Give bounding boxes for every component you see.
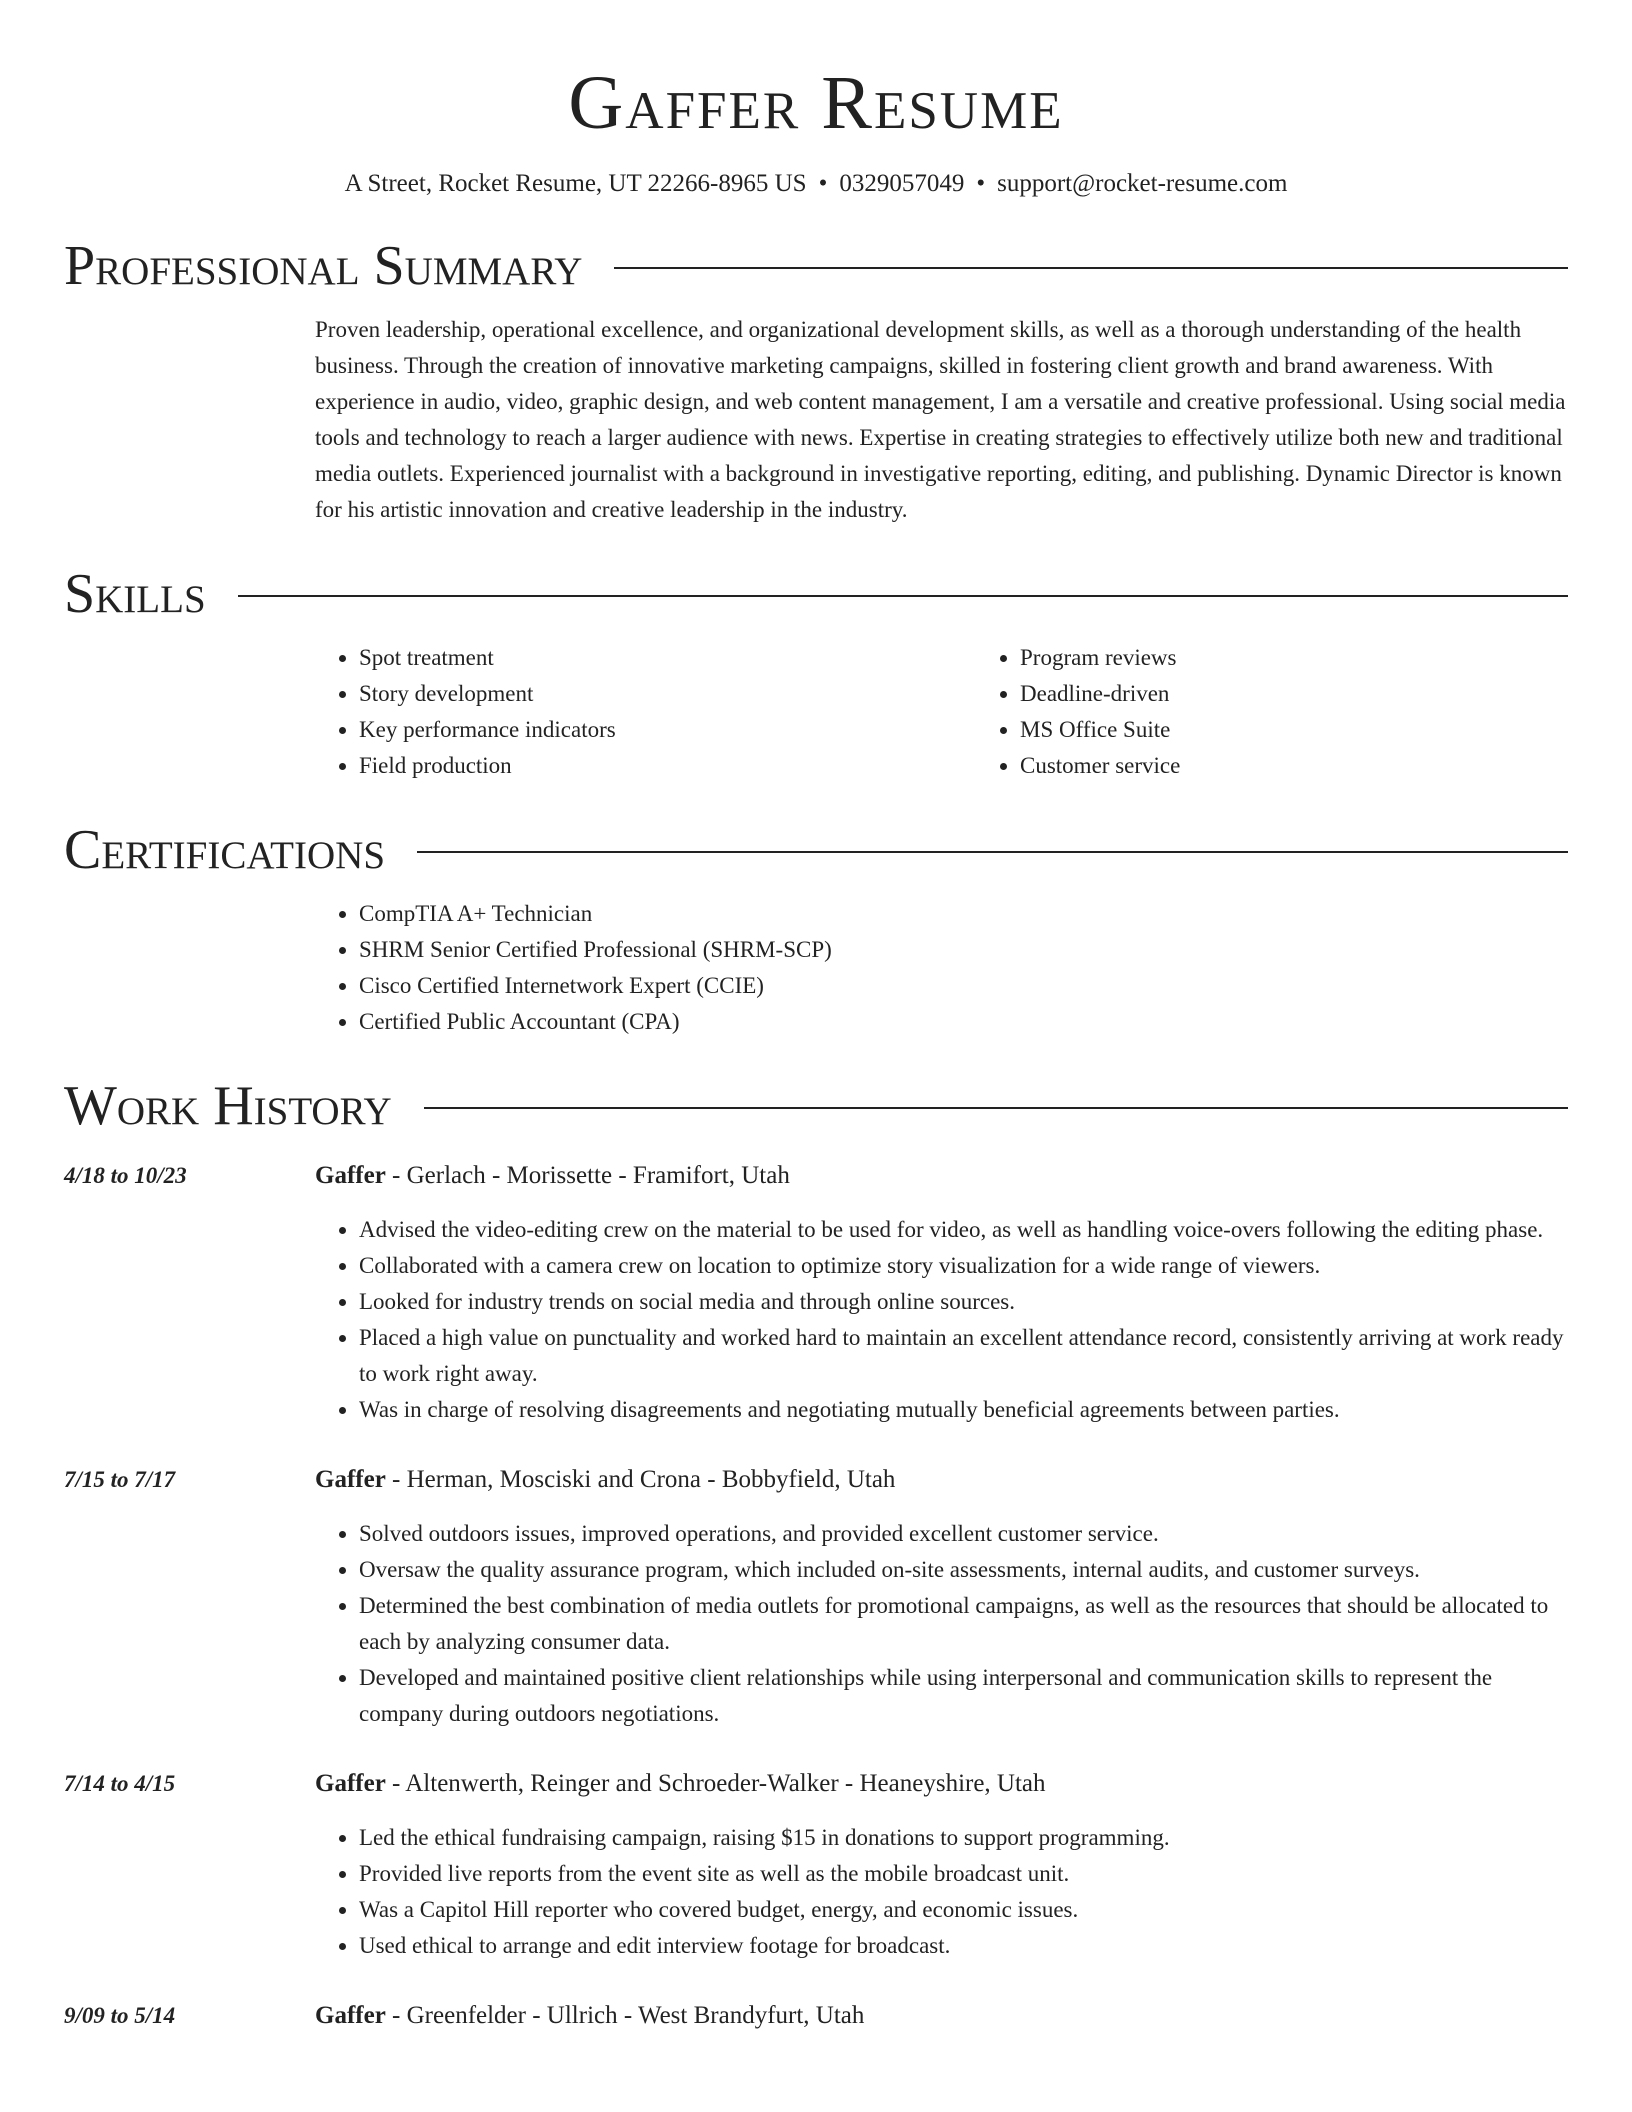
section-title-certifications: Certifications bbox=[64, 819, 386, 881]
section-divider bbox=[417, 851, 1568, 853]
job-heading bbox=[315, 1158, 1568, 1194]
job-bullet: • Looked for industry trends on social media and through online sources. bbox=[359, 1284, 1568, 1320]
job-employer: - Altenwerth, Reinger and Schroeder-Walker - Heaneyshire, Utah bbox=[385, 1770, 1046, 1797]
job-dates: 4/18 to 10/23 bbox=[64, 1163, 187, 1188]
job-bullet: • Solved outdoors issues, improved operations, and provided excellent customer service. bbox=[359, 1516, 1568, 1552]
job-title: Gaffer bbox=[315, 1162, 386, 1189]
job-bullets bbox=[315, 1212, 1568, 1428]
section-title-skills: Skills bbox=[64, 563, 206, 625]
section-header-summary bbox=[64, 234, 1568, 298]
section-header-certifications bbox=[64, 818, 1568, 882]
skill-item: • Program reviews bbox=[1020, 640, 1568, 676]
job-employer: - Gerlach - Morissette - Framifort, Utah bbox=[385, 1162, 790, 1189]
skill-item: • Field production bbox=[359, 748, 976, 784]
job-bullets bbox=[315, 1516, 1568, 1732]
job-heading bbox=[315, 1766, 1568, 1802]
job-bullet: • Was in charge of resolving disagreements and negotiating mutually beneficial agreements between parties. bbox=[359, 1392, 1568, 1428]
section-title-work: Work History bbox=[64, 1075, 392, 1137]
job-content bbox=[315, 1462, 1568, 1750]
job-bullet: • Provided live reports from the event site as well as the mobile broadcast unit. bbox=[359, 1856, 1568, 1892]
job-content bbox=[315, 1998, 1568, 2052]
skill-item: • Key performance indicators bbox=[359, 712, 976, 748]
section-header-skills bbox=[64, 562, 1568, 626]
job-bullet: • Determined the best combination of media outlets for promotional campaigns, as well as the resources that should be allocated to each by analyzing consumer data. bbox=[359, 1588, 1568, 1660]
contact-separator: • bbox=[818, 170, 828, 197]
section-divider bbox=[238, 595, 1568, 597]
job-dates: 7/14 to 4/15 bbox=[64, 1771, 176, 1796]
job-title: Gaffer bbox=[315, 1466, 386, 1493]
job-bullet: • Oversaw the quality assurance program, which included on-site assessments, internal audits, and customer surveys. bbox=[359, 1552, 1568, 1588]
contact-email: support@rocket-resume.com bbox=[997, 170, 1288, 197]
skill-item: • Customer service bbox=[1020, 748, 1568, 784]
job-entry bbox=[64, 1158, 1568, 1446]
job-entry bbox=[64, 1462, 1568, 1750]
job-entry bbox=[64, 1998, 1568, 2052]
certification-item: • Cisco Certified Internetwork Expert (CCIE) bbox=[359, 968, 1568, 1004]
work-history-section bbox=[64, 1158, 1568, 2052]
job-bullet: • Was a Capitol Hill reporter who covered budget, energy, and economic issues. bbox=[359, 1892, 1568, 1928]
certification-item: • CompTIA A+ Technician bbox=[359, 896, 1568, 932]
section-divider bbox=[424, 1107, 1568, 1109]
job-bullet: • Developed and maintained positive client relationships while using interpersonal and communication skills to represent the company during outdoors negotiations. bbox=[359, 1660, 1568, 1732]
skills-section bbox=[315, 640, 1568, 784]
section-title-summary: Professional Summary bbox=[64, 235, 583, 297]
job-bullet: • Led the ethical fundraising campaign, raising $15 in donations to support programming. bbox=[359, 1820, 1568, 1856]
contact-phone: 0329057049 bbox=[839, 170, 965, 197]
job-bullets bbox=[315, 1820, 1568, 1964]
skills-list-right bbox=[976, 640, 1568, 784]
job-bullet: • Advised the video-editing crew on the material to be used for video, as well as handling voice-overs following the editing phase. bbox=[359, 1212, 1568, 1248]
skill-item: • MS Office Suite bbox=[1020, 712, 1568, 748]
certifications-section bbox=[315, 896, 1568, 1040]
job-dates: 7/15 to 7/17 bbox=[64, 1467, 176, 1492]
summary-section bbox=[315, 312, 1568, 528]
certification-item: • SHRM Senior Certified Professional (SHRM-SCP) bbox=[359, 932, 1568, 968]
contact-address: A Street, Rocket Resume, UT 22266-8965 US bbox=[344, 170, 807, 197]
skills-grid bbox=[315, 640, 1568, 784]
resume-name: Gaffer Resume bbox=[568, 61, 1064, 145]
skill-item: • Deadline-driven bbox=[1020, 676, 1568, 712]
certification-item: • Certified Public Accountant (CPA) bbox=[359, 1004, 1568, 1040]
certifications-list bbox=[315, 896, 1568, 1040]
job-employer: - Greenfelder - Ullrich - West Brandyfurt, Utah bbox=[385, 2002, 865, 2029]
job-heading bbox=[315, 1462, 1568, 1498]
job-title: Gaffer bbox=[315, 1770, 386, 1797]
job-employer: - Herman, Mosciski and Crona - Bobbyfield, Utah bbox=[385, 1466, 896, 1493]
contact-line bbox=[64, 168, 1568, 200]
skills-list-left bbox=[315, 640, 976, 784]
job-title: Gaffer bbox=[315, 2002, 386, 2029]
job-heading bbox=[315, 1998, 1568, 2034]
skill-item: • Story development bbox=[359, 676, 976, 712]
job-entry bbox=[64, 1766, 1568, 1982]
job-content bbox=[315, 1766, 1568, 1982]
job-bullet: • Collaborated with a camera crew on location to optimize story visualization for a wide range of viewers. bbox=[359, 1248, 1568, 1284]
job-bullet: • Placed a high value on punctuality and worked hard to maintain an excellent attendance record, consistently arriving at work ready to work right away. bbox=[359, 1320, 1568, 1392]
job-dates: 9/09 to 5/14 bbox=[64, 2003, 176, 2028]
summary-text: Proven leadership, operational excellence, and organizational development skills, as well as a thorough understanding of the health business. Through the creation of innovative marketing campaigns, skilled in fostering client growth and brand awareness. With experience in audio, video, graphic design, and web content management, I am a versatile and creative professional. Using social media tools and technology to reach a larger audience with news. Expertise in creating strategies to effectively utilize both new and traditional media outlets. Experienced journalist with a background in investigative reporting, editing, and publishing. Dynamic Director is known for his artistic innovation and creative leadership in the industry. bbox=[315, 317, 1566, 522]
section-divider bbox=[614, 267, 1568, 269]
skill-item: • Spot treatment bbox=[359, 640, 976, 676]
contact-separator: • bbox=[976, 170, 986, 197]
section-header-work bbox=[64, 1074, 1568, 1138]
job-content bbox=[315, 1158, 1568, 1446]
job-bullet: • Used ethical to arrange and edit interview footage for broadcast. bbox=[359, 1928, 1568, 1964]
